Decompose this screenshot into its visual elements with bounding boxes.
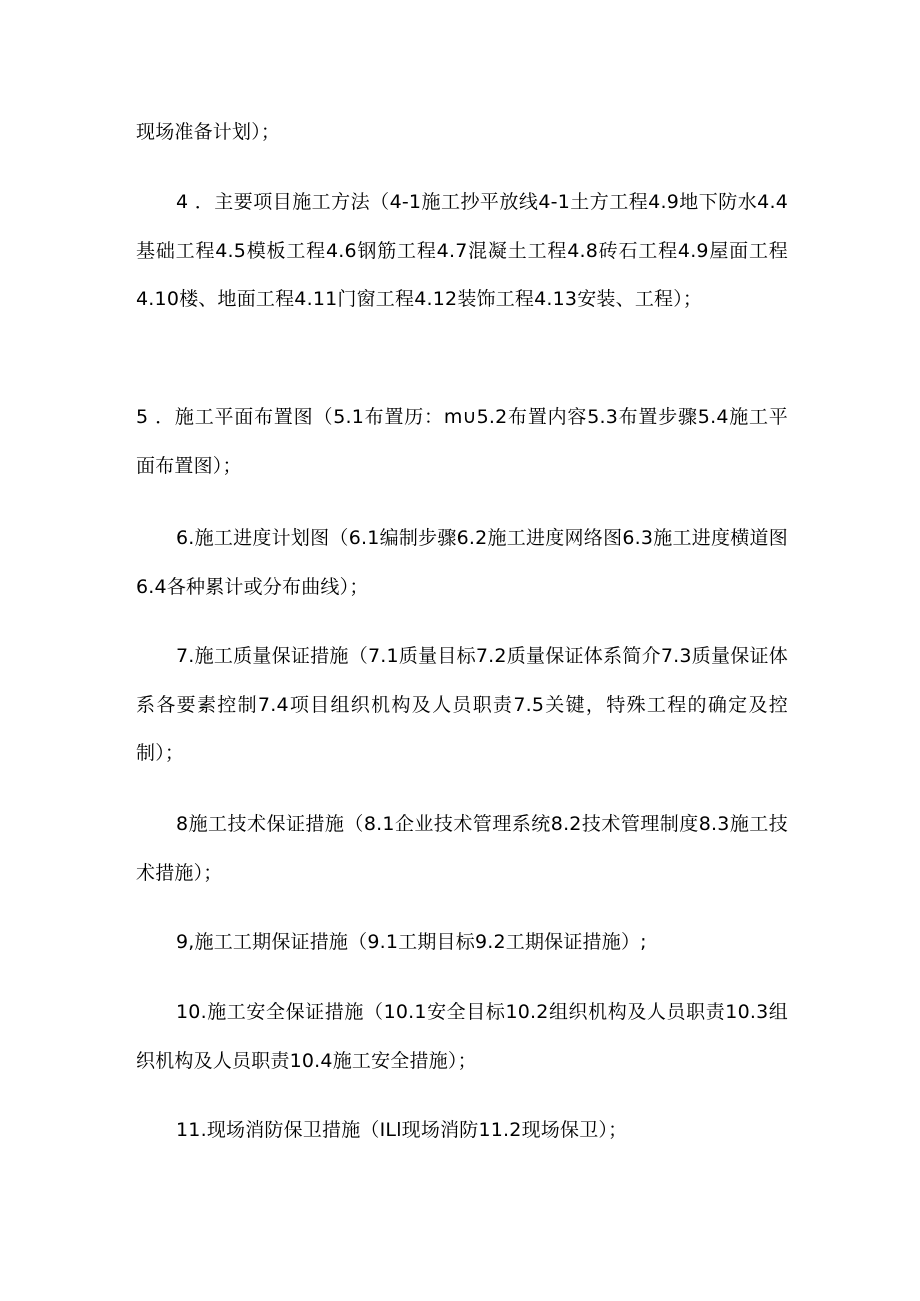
paragraph-construction-methods: 4 ．主要项目施工方法（4-1施工抄平放线4-1土方工程4.9地下防水4.4基础工程4.5模板工程4.6钢筋工程4.7混凝土工程4.8砖石工程4.9屋面工程4.10楼、地面工程4.11门窗工程4.12装饰工程4.13安装、工程）； (136, 191, 788, 310)
paragraph-site-layout: 5 ．施工平面布置图（5.1布置历：m∪5.2布置内容5.3布置步骤5.4施工平面布置图）； (136, 406, 788, 477)
paragraph-technical: 8施工技术保证措施（8.1企业技术管理系统8.2技术管理制度8.3施工技术措施）； (136, 813, 788, 884)
paragraph-duration: 9,施工工期保证措施（9.1工期目标9.2工期保证措施）; (176, 931, 647, 953)
paragraph-schedule: 6.施工进度计划图（6.1编制步骤6.2施工进度网络图6.3施工进度横道图6.4各种累计或分布曲线）； (136, 527, 788, 598)
paragraph-site-preparation: 现场准备计划）； (136, 121, 281, 143)
paragraph-safety: 10.施工安全保证措施（10.1安全目标10.2组织机构及人员职责10.3组织机构及人员职责10.4施工安全措施）； (136, 1001, 788, 1072)
paragraph-fire-security: 11.现场消防保卫措施（ILl现场消防11.2现场保卫）； (176, 1119, 628, 1141)
paragraph-quality: 7.施工质量保证措施（7.1质量目标7.2质量保证体系简介7.3质量保证体系各要素控制7.4项目组织机构及人员职责7.5关键，特殊工程的确定及控制）； (136, 645, 788, 764)
